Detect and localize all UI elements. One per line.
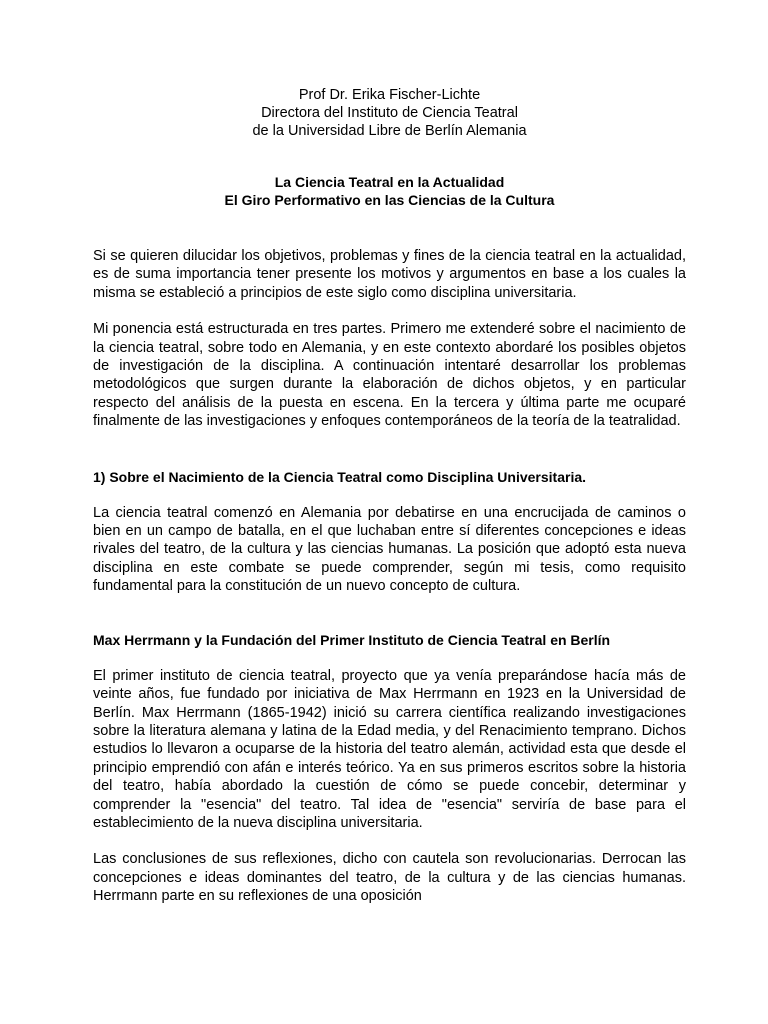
section-1-heading: 1) Sobre el Nacimiento de la Ciencia Teatral como Disciplina Universitaria. [93,468,587,485]
section-1-paragraph: La ciencia teatral comenzó en Alemania por debatirse en una encrucijada de caminos o bien en un campo de batalla, en el que luchaban entre sí diferentes concepciones e ideas rivales del teatro, de la cultura y las ciencias humanas. La posición que adoptó esta nueva disciplina en este combate se puede comprender, según mi tesis, como requisito fundamental para la constitución de un nuevo concepto de cultura. [93,504,686,595]
author-block [93,86,686,140]
title-block [93,173,686,209]
document-title: La Ciencia Teatral en la Actualidad [274,174,505,190]
document-page [93,86,686,906]
section-2-paragraph-2: Las conclusiones de sus reflexiones, dicho con cautela son revolucionarias. Derrocan las concepciones e ideas dominantes del teatro, de la cultura y de las ciencias humanas. Herrmann parte en su reflexiones de una oposición [93,851,686,905]
intro-paragraph: Si se quieren dilucidar los objetivos, problemas y fines de la ciencia teatral en la actualidad, es de suma importancia tener presente los motivos y argumentos en base a los cuales la misma se estableció a principios de este siglo como disciplina universitaria. [93,248,686,301]
author-role: Directora del Instituto de Ciencia Teatral [261,105,518,121]
structure-paragraph: Mi ponencia está estructurada en tres partes. Primero me extenderé sobre el nacimiento de la ciencia teatral, sobre todo en Alemania, y en este contexto abordaré los posibles objetos de investigación de la disciplina. A continuación intentaré desarrollar los problemas metodológicos que surgen durante la elaboración de dichos objetos, y en particular respecto del análisis de la puesta en escena. En la tercera y última parte me ocuparé finalmente de las investigaciones y enfoques contemporáneos de la teoría de la teatralidad. [93,321,686,430]
author-affiliation: de la Universidad Libre de Berlín Alemania [252,123,527,139]
section-2-heading: Max Herrmann y la Fundación del Primer Instituto de Ciencia Teatral en Berlín [93,631,611,648]
document-subtitle: El Giro Performativo en las Ciencias de la Cultura [224,192,555,208]
author-name: Prof Dr. Erika Fischer-Lichte [298,87,481,103]
section-2-paragraph-1: El primer instituto de ciencia teatral, proyecto que ya venía preparándose hacía más de veinte años, fue fundado por iniciativa de Max Herrmann en 1923 en la Universidad de Berlín. Max Herrmann (1865-1942) inició su carrera científica realizando investigaciones sobre la literatura alemana y latina de la Edad media, y del Renacimiento temprano. Dichos estudios lo llevaron a ocuparse de la historia del teatro alemán, actividad esta que desde el principio emprendió con afán e interés teórico. Ya en sus primeros escritos sobre la historia del teatro, había abordado la cuestión de cómo se puede concebir, determinar y comprender la "esencia" del teatro. Tal idea de "esencia" serviría de base para el establecimiento de la nueva disciplina universitaria. [93,667,686,831]
